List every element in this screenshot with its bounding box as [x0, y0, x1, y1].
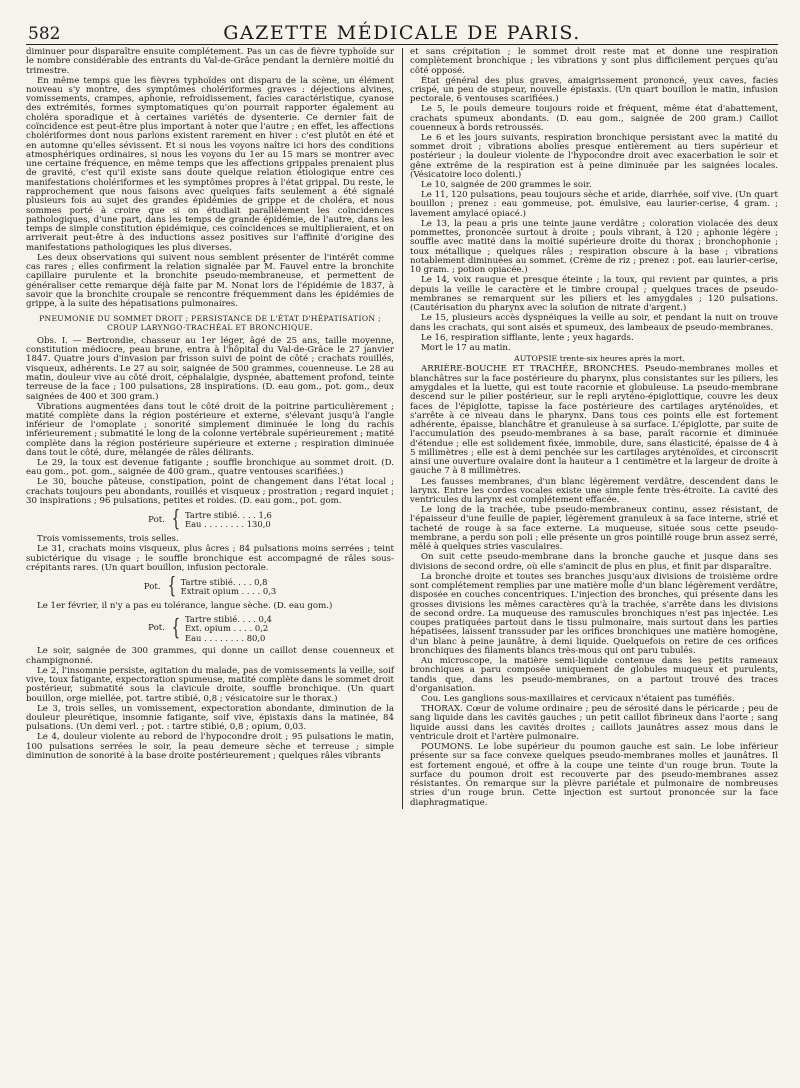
- brace-glyph: {: [171, 507, 181, 533]
- paragraph: Le 6 et les jours suivants, respiration bronchique persistant avec la matité du sommet droit ; vibrations abolies presque entièrement au tiers supérieur et postérieur ; la douleur violente de l'hypocondre droit avec exacerbation le soir et gêne extrême de la respiration est à peine diminuée par les saignées locales. (Vésicatoire loco dolenti.): [410, 132, 778, 181]
- prescription-line: Tartre stibié. . . . 0,4: [184, 613, 272, 624]
- paragraph: Le 30, bouche pâteuse, constipation, point de changement dans l'état local ; crachats toujours peu abondants, rouillés et visqueux ; prostration ; regard inquiet ; 30 inspirations ; 96 pulsations, petites et roides. (D. eau gom., pot. gom.: [26, 477, 394, 507]
- prescription-label: Pot.: [143, 581, 161, 592]
- paragraph: Vibrations augmentées dans tout le côté droit de la poitrine particulièrement ; matité complète dans la région postérieure et externe, s'élevant jusqu'à l'angle inférieur de l'omoplate ; sonorité simplement diminuée le long du rachis inférieurement ; submatité le long de la colonne vertébrale supérieurement ; matité complète dans la région postérieure supérieure et externe ; respiration diminuée dans tout le côté, dure, mélangée de râles délirants.: [26, 401, 394, 459]
- prescription-block: [26, 509, 394, 531]
- paragraph: Le 13, la peau a pris une teinte jaune verdâtre ; coloration violacée des deux pommettes, prononcée surtout à droite ; pouls vibrant, à 120 ; aphonie légère ; souffle avec matité dans la moitié supérieure droite du thorax ; bronchophonie ; toux métallique ; quelques râles ; respiration obscure à la base ; vibrations notablement diminuées au sommet. (Crème de riz ; prenez : pot. eau laurier-cerise, 10 gram. ; potion opiacée.): [410, 218, 778, 276]
- prescription-line: Eau . . . . . . . . 130,0: [184, 519, 271, 530]
- prescription-label: Pot.: [148, 514, 165, 525]
- paragraph: Obs. I. — Bertrondie, chasseur au 1er léger, âgé de 25 ans, taille moyenne, constitution médiocre, peau brune, entra à l'hôpital du Val-de-Grâce le 27 janvier 1847. Quatre jours d'invasion par frisson suivi de point de côté ; crachats rouillés, visqueux, adhérents. Le 27 au soir, saignée de 500 grammes, couenneuse. Le 28 au matin, douleur vive au côté droit, céphalalgie, dyspnée, abattement profond, teinte terreuse de la face ; 100 pulsations, 28 inspirations. (D. eau gom., pot. gom., deux saignées de 400 et 300 gram.): [26, 335, 394, 402]
- paragraph: Le 5, le pouls demeure toujours roide et fréquent, même état d'abattement, crachats spumeux abondants. (D. eau gom., saignée de 200 gram.) Caillot couenneux à bords retroussés.: [410, 104, 778, 133]
- right-column: [410, 48, 778, 809]
- paragraph: Trois vomissements, trois selles.: [37, 534, 179, 545]
- paragraph: On suit cette pseudo-membrane dans la bronche gauche et jusque dans ses divisions de second ordre, où elle s'amincit de plus en plus, et finit par disparaître.: [410, 552, 778, 572]
- paragraph: Au microscope, la matière semi-liquide contenue dans les petits rameaux bronchiques a paru composée uniquement de globules muqueux et purulents, tandis que, dans les pseudo-membranes, on a partout trouvé des traces d'organisation.: [410, 656, 778, 694]
- paragraph: Le soir, saignée de 300 grammes, qui donne un caillot dense couenneux et champignonné.: [26, 646, 394, 666]
- prescription-block: [26, 615, 394, 644]
- prescription-line: Tartre stibié. . . . 1,6: [184, 509, 272, 520]
- paragraph: POUMONS. Le lobe supérieur du poumon gauche est sain. Le lobe inférieur présente sur sa face convexe quelques pseudo-membranes molles et jaunâtres. Il est fortement engoué, et offre à la coupe une teinte d'un rouge brun. Toute la surface du poumon droit est recouverte par des pseudo-membranes assez résistantes. On remarque sur la plèvre pariétale et pulmonaire de nombreuses stries d'un rouge brun. Cette injection est surtout prononcée sur la face diaphragmatique.: [410, 742, 778, 808]
- paragraph: Le 14, voix rauque et presque éteinte ; la toux, qui revient par quintes, a pris depuis la veille le caractère et le timbre croupal ; quelques traces de pseudo-membranes se remarquent sur les piliers et les amygdales ; 120 pulsations. (Cautérisation du pharynx avec la solution de nitrate d'argent.): [410, 275, 778, 314]
- page-number: 582: [28, 24, 61, 44]
- autopsy-heading: AUTOPSIE trente-six heures après la mort.: [514, 353, 685, 363]
- paragraph: Le 10, saignée de 200 grammes le soir.: [421, 180, 592, 191]
- paragraph: État général des plus graves, amaigrissement prononcé, yeux caves, facies crispé, un peu de stupeur, nouvelle épistaxis. (Un quart bouillon le matin, infusion pectorale, 6 ventouses scarifiées.): [410, 75, 778, 105]
- column-divider: [402, 48, 403, 809]
- paragraph: Le 29, la toux est devenue fatigante ; souffle bronchique au sommet droit. (D. eau gom., pot. gom., saignée de 400 gram., quatre ventouses scarifiées.): [26, 458, 394, 478]
- paragraph: Le 15, plusieurs accès dyspnéiques la veille au soir, et pendant la nuit on trouve dans les crachats, qui sont aisés et spumeux, des lambeaux de pseudo-membranes.: [410, 313, 778, 333]
- paragraph: Le 4, douleur violente au rebord de l'hypocondre droit ; 95 pulsations le matin, 100 pulsations serrées le soir, la peau demeure sèche et terreuse ; simple diminution de sonorité à la base droite postérieurement ; quelques râles vibrants: [26, 732, 394, 761]
- prescription-line: Eau . . . . . . . . 80,0: [184, 632, 266, 643]
- paragraph: diminuer pour disparaître ensuite complétement. Pas un cas de fièvre typhoïde sur le nombre considérable des entrants du Val-de-Grâce pendant la dernière moitié du trimestre.: [26, 47, 394, 76]
- prescription-block: [26, 576, 394, 598]
- page-header: [26, 10, 778, 45]
- paragraph: Le 3, trois selles, un vomissement, expectoration abondante, diminution de la douleur pleurétique, insomnie fatigante, soif vive, épistaxis dans la matinée, 84 pulsations. (Un demi verl. ; pot. : tartre stibié, 0,8 ; opium, 0,03.: [26, 703, 394, 733]
- paragraph: Le 2, l'insomnie persiste, agitation du malade, pas de vomissements la veille, soif vive, toux fatigante, expectoration spumeuse, matité complète dans le sommet droit postérieur, submatité sous la clavicule droite, souffle bronchique. (Un quart bouillon, orge miellée, pot. tartre stibié, 0,8 ; vésicatoire sur le thorax.): [26, 665, 394, 704]
- paragraph: Les fausses membranes, d'un blanc légèrement verdâtre, descendent dans le larynx. Entre les cordes vocales existe une simple fente très-étroite. La cavité des ventricules du larynx est complétement effacée.: [410, 476, 778, 506]
- paragraph: Le 16, respiration sifflante, lente ; yeux hagards.: [421, 332, 634, 343]
- section-title: PNEUMONIE DU SOMMET DROIT ; PERSISTANCE DE L'ÉTAT D'HÉPATISATION ; CROUP LARYNGO-TRACHÉAL ET BRONCHIQUE.: [39, 314, 381, 332]
- paragraph: et sans crépitation ; le sommet droit reste mat et donne une respiration complètement bronchique ; les vibrations y sont plus difficilement perçues qu'au côté opposé.: [410, 47, 778, 76]
- brace-glyph: {: [171, 615, 181, 641]
- two-column-body: [26, 48, 778, 809]
- paragraph: Le long de la trachée, tube pseudo-membraneux continu, assez résistant, de l'épaisseur d'une feuille de papier, légèrement granuleux à sa face interne, strié et tacheté de rouge à sa face externe. La muqueuse, située sous cette pseudo-membrane, a perdu son poli ; elle présente un gros pointillé rouge brun assez serré, mêlé à quelques stries vasculaires.: [410, 505, 778, 553]
- brace-glyph: {: [167, 574, 176, 600]
- paragraph: Mort le 17 au matin.: [421, 342, 511, 353]
- prescription-label: Pot.: [148, 623, 165, 634]
- prescription-line: Extrait opium . . . . 0,3: [180, 586, 277, 597]
- paragraph: Le 11, 120 pulsations, peau toujours sèche et aride, diarrhée, soif vive. (Un quart bouillon ; prenez : eau gommeuse, pot. émulsive, eau laurier-cerise, 4 gram. ; lavement amylacé opiacé.): [410, 190, 778, 219]
- paragraph: THORAX. Cœur de volume ordinaire ; peu de sérosité dans le péricarde ; peu de sang liquide dans les cavités gauches ; un petit caillot fibrineux dans l'aorte ; sang liquide aussi dans les cavités droites ; caillots jaunâtres assez mous dans le ventricule droit et l'artère pulmonaire.: [410, 704, 778, 742]
- paragraph: Cou. Les ganglions sous-maxillaires et cervicaux n'étaient pas tuméfiés.: [421, 694, 735, 704]
- journal-title: GAZETTE MÉDICALE DE PARIS.: [223, 22, 581, 44]
- prescription-line: Ext. opium . . . . 0,2: [184, 623, 269, 634]
- paragraph: Le 1er février, il n'y a pas eu tolérance, langue sèche. (D. eau gom.): [37, 601, 333, 612]
- paragraph: En même temps que les fièvres typhoïdes ont disparu de la scène, un élément nouveau s'y montre, des symptômes cholériformes graves : déjections alvines, vomissements, crampes, aphonie, refroidissement, facies caractéristique, cyanose des extrémités, formes symptomatiques qu'on pourrait rapporter également au choléra sporadique et à certaines variétés de dysenterie. Ce dernier fait de coïncidence est peut-être plus important à noter que l'autre ; en effet, les affections cholériformes dont nous parlons existent rarement en hiver : c'est plutôt en été et en automne qu'elles sévissent. Et si nous les voyons naître ici hors des conditions atmosphériques ordinaires, si nous les voyons du 1er au 15 mars se montrer avec une certaine fréquence, en même temps que les affections grippales prenaient plus de gravité, c'est qu'il existe sans doute quelque relation étiologique entre ces manifestations cholériformes et les symptômes propres à l'état grippal. Du reste, le rapprochement que nous faisons avec quelques faits seulement a été signalé plusieurs fois au sujet des grandes épidémies de grippe et de choléra, et nous sommes porté à croire que si on étudiait parallèlement les coïncidences pathologiques, d'une part, dans les temps de grande épidémie, de l'autre, dans les temps de simple constitution épidémique, ces coïncidences se multiplieraient, et on arriverait peut-être à des inductions assez positives sur l'affinité d'origine des manifestations pathologiques les plus diverses.: [26, 75, 394, 253]
- paragraph: La bronche droite et toutes ses branches jusqu'aux divisions de troisième ordre sont complétement remplies par une matière molle d'un blanc légèrement verdâtre, disposée en couches concentriques. L'injection des bronches, qui présente dans les grosses divisions les mêmes caractères qu'à la trachée, s'arrête dans les divisions de second ordre. La muqueuse des ramuscules bronchiques n'est pas injectée. Les coupes pratiquées partout dans le tissu pulmonaire, mais surtout dans les parties hépatisées, laissent transsuder par les orifices bronchiques une matière homogène, d'un blanc à peine jaunâtre, à demi liquide. Quelquefois on retire de ces orifices bronchiques des filaments blancs très-mous qui ont paru tubulés.: [410, 571, 778, 656]
- paragraph: ARRIÈRE-BOUCHE ET TRACHÉE, BRONCHES. Pseudo-membranes molles et blanchâtres sur la face postérieure du pharynx, plus consistantes sur les piliers, les amygdales et la luette, qui est toute racornie et globuleuse. La pseudo-membrane descend sur le pilier postérieur, sur le repli aryténo-épiglottique, couvre les deux faces de l'épiglotte, tapisse la face postérieure des cartilages aryténoïdes, et s'arrête à ce niveau dans le pharynx. Dans tous ces points elle est fortement adhérente, épaisse, blanchâtre et granuleuse à sa surface. L'épiglotte, par suite de l'accumulation des pseudo-membranes à sa base, paraît racornie et diminuée d'étendue ; elle est solidement fixée, immobile, dure, sans élasticité, épaisse de 4 à 5 millimètres ; elle est à demi penchée sur les cartilages aryténoïdes, et circonscrit ainsi une ouverture ovalaire dont la hauteur a 1 centimètre et la largeur de droite à gauche 7 à 8 millimètres.: [410, 364, 778, 477]
- paragraph: Les deux observations qui suivent nous semblent présenter de l'intérêt comme cas rares ; elles confirment la relation signalée par M. Fauvel entre la bronchite capillaire purulente et la bronchite pseudo-membraneuse, et permettent de généraliser cette remarque déjà faite par M. Nonat lors de l'épidémie de 1837, à savoir que la bronchite croupale se rencontre fréquemment dans les épidémies de grippe, à la suite des hépatisations pulmonaires.: [26, 252, 394, 310]
- paragraph: Le 31, crachats moins visqueux, plus âcres ; 84 pulsations moins serrées ; teint subictérique du visage ; le souffle bronchique est accompagné de râles sous-crépitants rares. (Un quart bouillon, infusion pectorale.: [26, 544, 394, 573]
- prescription-line: Tartre stibié. . . . 0,8: [180, 576, 268, 587]
- left-column: [26, 48, 394, 809]
